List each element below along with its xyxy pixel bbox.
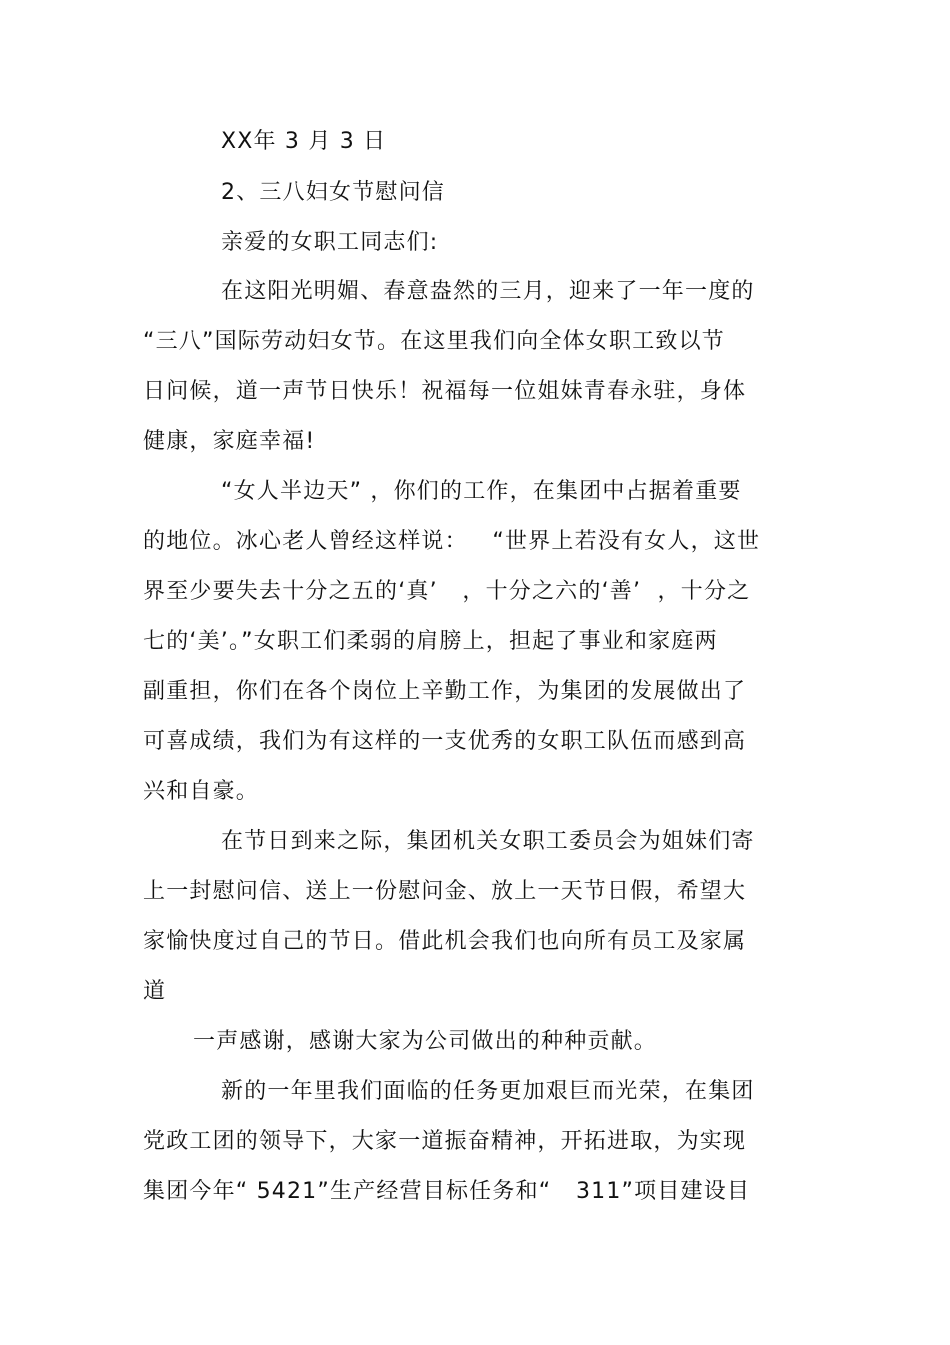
date-line: XX年 3 月 3 日 [221, 129, 387, 154]
paragraph-2-line-1: “女人半边天” ，你们的工作，在集团中占据着重要 [221, 479, 742, 504]
paragraph-3-line-1: 在节日到来之际，集团机关女职工委员会为姐妹们寄 [221, 829, 755, 854]
paragraph-2-line-6: 可喜成绩，我们为有这样的一支优秀的女职工队伍而感到高 [143, 729, 747, 754]
paragraph-1-line-4: 健康，家庭幸福! [143, 429, 316, 454]
paragraph-2-line-7: 兴和自豪。 [143, 779, 260, 804]
section-heading: 2、三八妇女节慰问信 [221, 180, 445, 205]
paragraph-4-line-1: 新的一年里我们面临的任务更加艰巨而光荣，在集团 [221, 1079, 755, 1104]
paragraph-3-line-5: 一声感谢，感谢大家为公司做出的种种贡献。 [193, 1029, 658, 1054]
paragraph-2-line-5: 副重担，你们在各个岗位上辛勤工作，为集团的发展做出了 [143, 679, 747, 704]
paragraph-2-line-2: 的地位。冰心老人曾经这样说： “世界上若没有女人，这世 [143, 529, 761, 554]
paragraph-1-line-2: “三八”国际劳动妇女节。在这里我们向全体女职工致以节 [143, 329, 725, 354]
paragraph-3-line-3: 家愉快度过自己的节日。借此机会我们也向所有员工及家属 [143, 929, 747, 954]
salutation: 亲爱的女职工同志们: [221, 230, 439, 255]
paragraph-2-line-4: 七的‘美’。”女职工们柔弱的肩膀上，担起了事业和家庭两 [143, 629, 718, 654]
paragraph-3-line-2: 上一封慰问信、送上一份慰问金、放上一天节日假，希望大 [143, 879, 747, 904]
paragraph-2-line-3: 界至少要失去十分之五的‘真’ ，十分之六的‘善’ ，十分之 [143, 579, 751, 604]
paragraph-3-line-4: 道 [143, 979, 167, 1004]
paragraph-1-line-3: 日问候，道一声节日快乐！祝福每一位姐妹青春永驻，身体 [143, 379, 747, 404]
paragraph-4-line-3: 集团今年“ 5421”生产经营目标任务和“ 311”项目建设目 [143, 1179, 751, 1204]
paragraph-1-line-1: 在这阳光明媚、春意盎然的三月，迎来了一年一度的 [221, 279, 755, 304]
paragraph-4-line-2: 党政工团的领导下，大家一道振奋精神，开拓进取，为实现 [143, 1129, 747, 1154]
